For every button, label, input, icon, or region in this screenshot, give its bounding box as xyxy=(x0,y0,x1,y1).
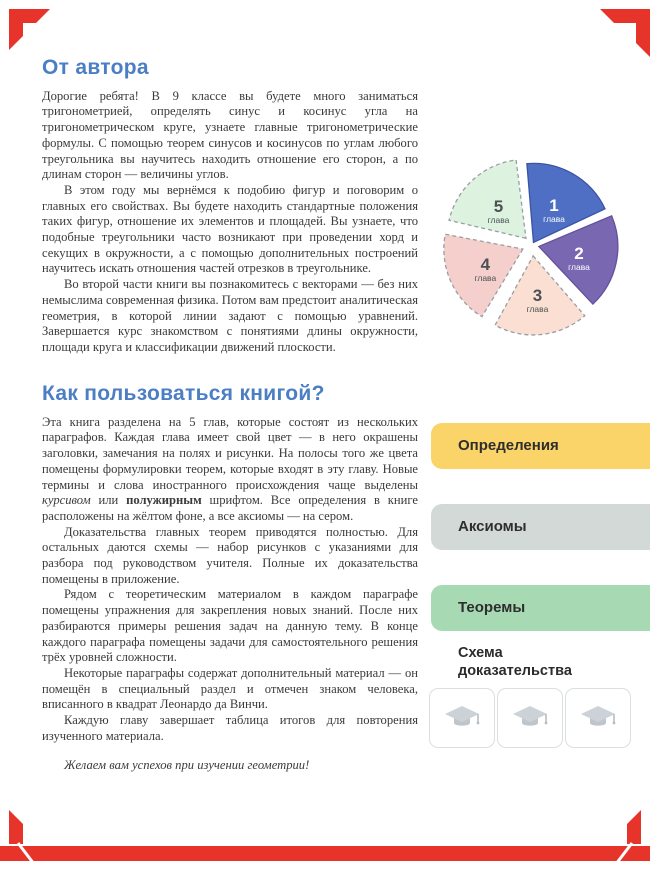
theorems-box xyxy=(431,585,650,631)
pie-slice-number: 2 xyxy=(574,243,584,263)
pie-slice-number: 3 xyxy=(532,285,543,305)
graduation-cap-icon xyxy=(442,703,482,733)
pie-slice-number: 5 xyxy=(493,196,504,216)
scheme-card xyxy=(497,688,563,748)
usage-paragraph: Рядом с теоретическим материалом в каждом параграфе помещены упражнения для закрепления новых знаний. После них разбираются примеры решения задач на данную тему. В конце каждого параграфа помещены задачи для самостоятельного решения трёх уровней сложности. xyxy=(42,587,418,665)
graduation-cap-icon xyxy=(510,703,550,733)
scheme-card xyxy=(429,688,495,748)
pie-slice-sublabel: глава xyxy=(568,261,590,272)
author-paragraph: В этом году мы вернёмся к подобию фигур и поговорим о главных его свойствах. Вы будете находить стандартные положения таких фигур, отношение их элементов и площадей. Вы узнаете, что подобные треугольники часто возникают при проведении хорд и секущих в окружности, а с помощью дополнительных построений научитесь искать отношения частей отрезков в треугольнике. xyxy=(42,182,418,276)
proof-scheme-cards xyxy=(429,688,631,748)
usage-heading: Как пользоваться книгой? xyxy=(42,382,325,405)
pie-slice-sublabel: глава xyxy=(474,272,497,283)
author-section xyxy=(42,56,418,356)
italic-term: курсивом xyxy=(42,493,91,508)
theorems-label: Теоремы xyxy=(458,599,526,616)
usage-paragraph: Каждую главу завершает таблица итогов для повторения изученного материала. xyxy=(42,713,418,743)
usage-text: Эта книга разделена на 5 глав, которые состоят из нескольких параграфов. Каждая глава имеет свой цвет — в него окрашены заголовки, замечания на полях и рисунки. На полосы того же цвета помещены формулировки теорем, которые входят в эту главу. Новые термины и слова иностранного происхождения чаще выделены xyxy=(42,414,418,492)
proof-scheme-heading: Схема доказательства xyxy=(458,645,572,679)
graduation-cap-icon xyxy=(578,703,618,733)
definitions-label: Определения xyxy=(458,437,559,454)
pie-svg xyxy=(432,150,632,340)
usage-paragraph xyxy=(42,415,418,525)
author-paragraph: Во второй части книги вы познакомитесь с векторами — без них немыслима современная физика. Потом вам предстоит аналитическая геометрия, в которой линии задают с помощью уравнений. Завершается курс знакомством с понятиями длины окружности, площади круга и классификации движений плоскости. xyxy=(42,277,418,354)
chapters-pie-chart xyxy=(432,150,632,340)
author-paragraph: Дорогие ребята! В 9 классе вы будете много заниматься тригонометрией, определять синус и косинус угла на тригонометрическом круге, узнаете главные тригонометрические формулы. С помощью теорем синусов и косинусов по углам любого треугольника вы научитесь находить отношение его сторон, а по длинам сторон — величины углов. xyxy=(42,88,418,182)
usage-paragraph: Доказательства главных теорем приводятся полностью. Для остальных даются схемы — набор рисунков с указаниями для разбора под руководством учителя. Полные их доказательства помещены в приложение. xyxy=(42,524,418,586)
usage-section xyxy=(42,382,418,774)
pie-slice-sublabel: глава xyxy=(487,214,510,225)
author-heading: От автора xyxy=(42,56,149,79)
closing-note: Желаем вам успехов при изучении геометрии! xyxy=(64,758,310,773)
usage-text: или xyxy=(90,493,127,508)
pie-slice xyxy=(449,160,526,238)
pie-slice-sublabel: глава xyxy=(526,303,549,314)
axioms-box xyxy=(431,504,650,550)
axioms-label: Аксиомы xyxy=(458,518,527,535)
definitions-box xyxy=(431,423,650,469)
bold-term: полужирным xyxy=(126,493,202,508)
usage-text: шрифтом. Все определения в книге расположены на жёлтом фоне, а все аксиомы — на сером. xyxy=(42,493,418,523)
pie-slice-number: 4 xyxy=(480,254,491,274)
pie-slice-sublabel: глава xyxy=(543,213,565,224)
scheme-card xyxy=(565,688,631,748)
pie-slice-number: 1 xyxy=(549,195,559,215)
usage-paragraph: Некоторые параграфы содержат дополнительный материал — он помещён в специальный раздел и отмечен знаком человека, вписанного в квадрат Леонардо да Винчи. xyxy=(42,665,418,712)
